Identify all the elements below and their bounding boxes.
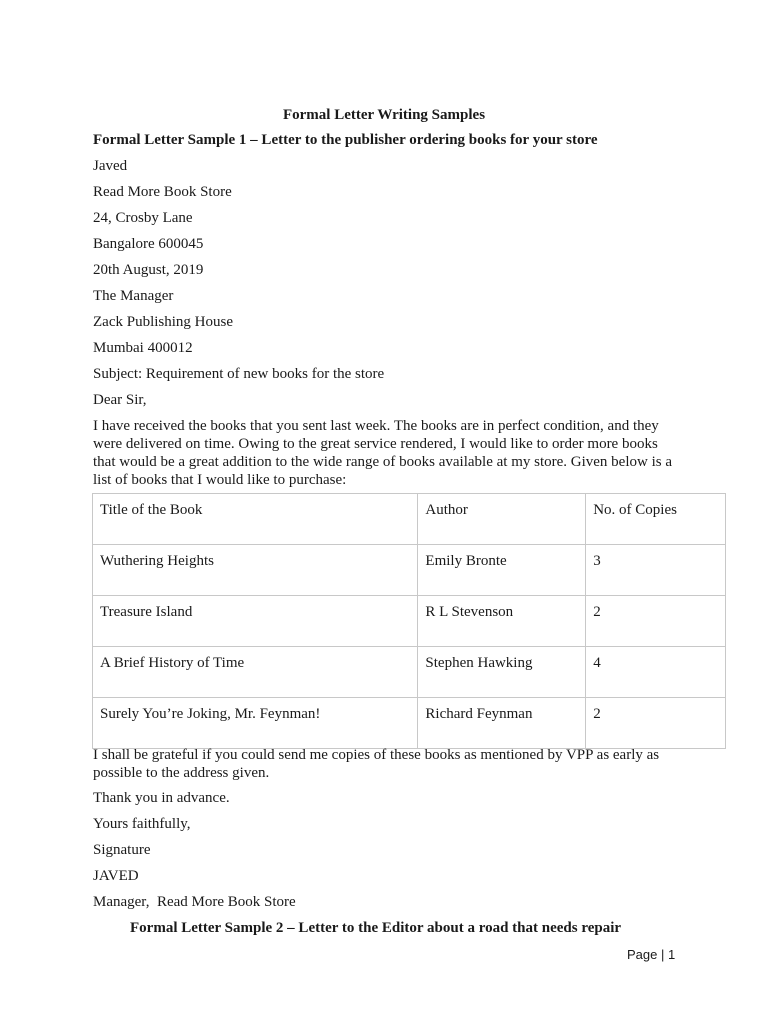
signature-line: Signature [93, 842, 151, 858]
sample-2-heading: Formal Letter Sample 2 – Letter to the Editor about a road that needs repair [130, 920, 622, 936]
recipient-company: Zack Publishing House [93, 314, 233, 330]
cell-author: Stephen Hawking [418, 647, 586, 698]
cell-title: Treasure Island [93, 596, 418, 647]
body-paragraph: I have received the books that you sent last week. The books are in perfect condition, and they were delivered on time. Owing to the great service rendered, I would like to order more books that would be a great addition to the wide range of books available at my store. Given below is a list of books that I would like to purchase: [93, 418, 673, 488]
header-author: Author [418, 494, 586, 545]
cell-author: R L Stevenson [418, 596, 586, 647]
document-title: Formal Letter Writing Samples [282, 107, 486, 123]
salutation: Dear Sir, [93, 392, 147, 408]
header-title: Title of the Book [93, 494, 418, 545]
table-row [93, 647, 726, 698]
closing-paragraph: I shall be grateful if you could send me copies of these books as mentioned by VPP as early as possible to the address given. [93, 747, 660, 781]
cell-author: Emily Bronte [418, 545, 586, 596]
cell-copies: 2 [586, 698, 726, 749]
cell-title: Wuthering Heights [93, 545, 418, 596]
signer-title: Manager, Read More Book Store [93, 894, 296, 910]
complimentary-close: Yours faithfully, [93, 816, 191, 832]
thanks-line: Thank you in advance. [93, 790, 230, 806]
recipient-city: Mumbai 400012 [93, 340, 193, 356]
sender-city: Bangalore 600045 [93, 236, 204, 252]
sender-name: Javed [93, 158, 128, 174]
table-row [93, 698, 726, 749]
letter-subject: Subject: Requirement of new books for the store [93, 366, 385, 382]
table-header-row [93, 494, 726, 545]
books-table [92, 493, 726, 749]
sender-store: Read More Book Store [93, 184, 232, 200]
letter-date: 20th August, 2019 [93, 262, 204, 278]
signer-name: JAVED [93, 868, 139, 884]
cell-copies: 2 [586, 596, 726, 647]
header-copies: No. of Copies [586, 494, 726, 545]
sample-1-heading: Formal Letter Sample 1 – Letter to the publisher ordering books for your store [93, 132, 598, 148]
cell-title: A Brief History of Time [93, 647, 418, 698]
table-row [93, 545, 726, 596]
cell-copies: 3 [586, 545, 726, 596]
page-number: Page | 1 [627, 947, 676, 962]
cell-copies: 4 [586, 647, 726, 698]
recipient-title: The Manager [93, 288, 174, 304]
cell-title: Surely You’re Joking, Mr. Feynman! [93, 698, 418, 749]
cell-author: Richard Feynman [418, 698, 586, 749]
sender-street: 24, Crosby Lane [93, 210, 193, 226]
table-row [93, 596, 726, 647]
